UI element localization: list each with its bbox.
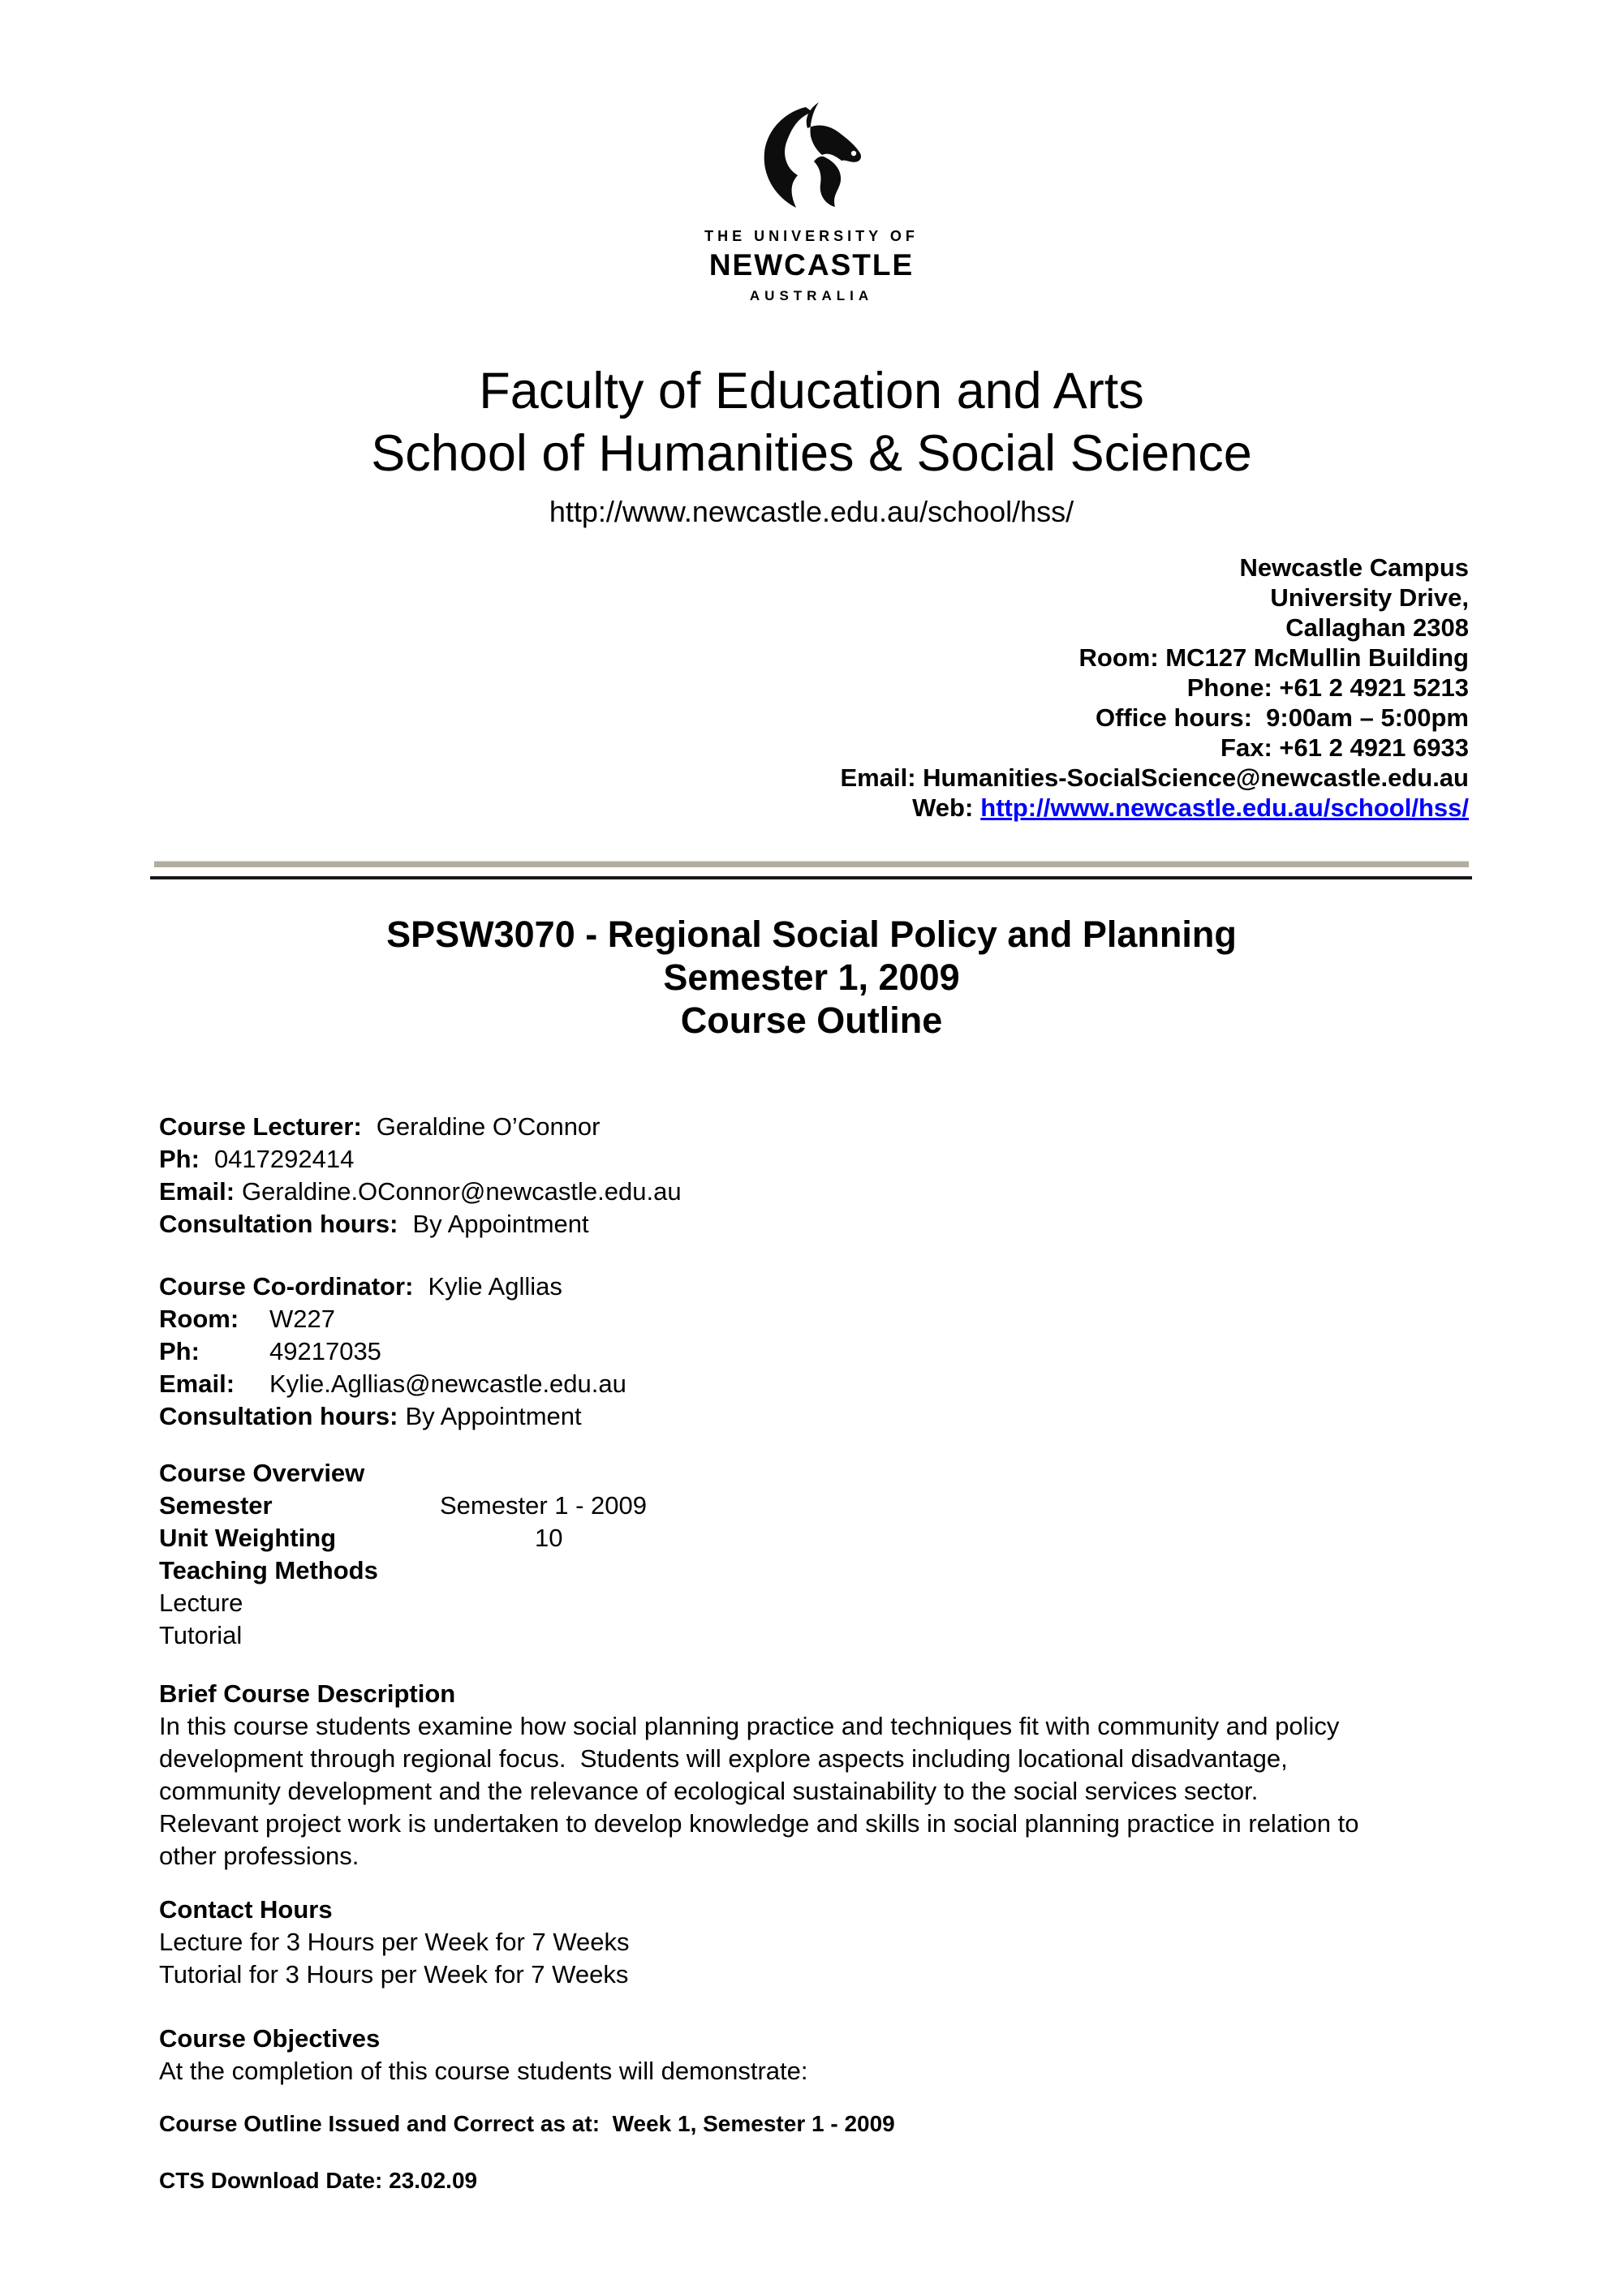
description-line: In this course students examine how social planning practice and techniques fit with community and policy: [159, 1712, 1340, 1740]
semester-label: Semester: [159, 1491, 273, 1520]
university-seahorse-crest-icon: [757, 102, 866, 211]
contact-line-phone: Phone: +61 2 4921 5213: [1186, 673, 1469, 702]
overview-heading: Course Overview: [159, 1459, 365, 1487]
lecturer-consult-hours: By Appointment: [412, 1210, 589, 1238]
coordinator-room: W227: [269, 1305, 335, 1333]
lecturer-phone: 0417292414: [213, 1145, 355, 1173]
contact-hours-tutorial: Tutorial for 3 Hours per Week for 7 Weeks: [159, 1960, 629, 1989]
teaching-method-lecture: Lecture: [159, 1589, 243, 1617]
logo-line-university-of: THE UNIVERSITY OF: [704, 228, 919, 244]
coordinator-name: Kylie Agllias: [428, 1272, 562, 1301]
contact-line-campus: Newcastle Campus: [1239, 553, 1469, 582]
course-outline-label: Course Outline: [680, 1000, 943, 1041]
logo-line-australia: AUSTRALIA: [749, 288, 874, 303]
description-line: community development and the relevance of ecological sustainability to the social services sector.: [159, 1777, 1259, 1805]
faculty-title: Faculty of Education and Arts: [479, 363, 1144, 419]
lecturer-label: Course Lecturer:: [159, 1112, 362, 1141]
cts-download-date: CTS Download Date: 23.02.09: [159, 2168, 478, 2193]
contact-line-suburb: Callaghan 2308: [1285, 613, 1469, 642]
coordinator-consult-row: [159, 1400, 626, 1433]
coordinator-label: Course Co-ordinator:: [159, 1272, 414, 1301]
university-logo: [0, 102, 1623, 304]
coordinator-email-row: [159, 1368, 626, 1400]
course-objectives-section: [159, 2023, 808, 2087]
contact-line-web: [840, 793, 1469, 823]
coordinator-row: [159, 1271, 626, 1303]
faculty-heading-block: [0, 360, 1623, 531]
description-heading: Brief Course Description: [159, 1679, 456, 1708]
teaching-method-tutorial: Tutorial: [159, 1621, 243, 1649]
contact-line-office-hours: Office hours: 9:00am – 5:00pm: [1096, 703, 1469, 732]
issued-correct-line: Course Outline Issued and Correct as at: Week 1, Semester 1 - 2009: [159, 2111, 895, 2136]
school-url: http://www.newcastle.edu.au/school/hss/: [549, 495, 1074, 528]
teaching-methods-label: Teaching Methods: [159, 1556, 378, 1584]
contact-hours-lecture: Lecture for 3 Hours per Week for 7 Weeks: [159, 1928, 630, 1956]
coordinator-phone-row: [159, 1335, 626, 1368]
coordinator-email-label: Email:: [159, 1369, 235, 1398]
contact-hours-section: [159, 1894, 630, 1991]
contact-line-email: Email: Humanities-SocialScience@newcastle.edu.au: [840, 763, 1469, 792]
campus-contact-block: [840, 553, 1469, 823]
coordinator-consult-label: Consultation hours:: [159, 1402, 398, 1430]
objectives-intro: At the completion of this course students will demonstrate:: [159, 2057, 808, 2085]
lecturer-consult-row: [159, 1208, 682, 1240]
lecturer-name: Geraldine O’Connor: [376, 1112, 601, 1141]
lecturer-email-label: Email:: [159, 1177, 235, 1206]
lecturer-consult-label: Consultation hours:: [159, 1210, 398, 1238]
school-website-link[interactable]: http://www.newcastle.edu.au/school/hss/: [980, 793, 1469, 822]
course-overview-section: [159, 1457, 647, 1652]
lecturer-phone-row: [159, 1143, 682, 1176]
description-line: development through regional focus. Students will explore aspects including locational disadvantage,: [159, 1744, 1288, 1773]
course-description-section: [159, 1678, 1490, 1872]
objectives-heading: Course Objectives: [159, 2024, 381, 2053]
coordinator-ph-label: Ph:: [159, 1337, 200, 1365]
contact-hours-heading: Contact Hours: [159, 1895, 333, 1924]
course-coordinator-section: [159, 1271, 626, 1433]
description-line: other professions.: [159, 1842, 359, 1870]
lecturer-ph-label: Ph:: [159, 1145, 200, 1173]
semester-value: Semester 1 - 2009: [440, 1491, 648, 1520]
course-semester: Semester 1, 2009: [663, 957, 960, 998]
course-title-block: [0, 913, 1623, 1042]
coordinator-phone: 49217035: [269, 1337, 381, 1365]
divider-rule-tan: [154, 861, 1469, 867]
contact-line-fax: Fax: +61 2 4921 6933: [1220, 733, 1469, 762]
contact-line-street: University Drive,: [1270, 583, 1469, 612]
unit-weighting-value: 10: [535, 1524, 563, 1552]
lecturer-email-row: [159, 1176, 682, 1208]
coordinator-room-row: [159, 1303, 626, 1335]
web-label: Web:: [912, 793, 974, 822]
course-code-title: SPSW3070 - Regional Social Policy and Planning: [386, 914, 1237, 955]
description-line: Relevant project work is undertaken to develop knowledge and skills in social planning practice in relation to: [159, 1809, 1359, 1838]
course-lecturer-section: [159, 1111, 682, 1240]
divider-rule-dark: [150, 876, 1472, 879]
overview-weighting-row: [159, 1522, 647, 1554]
coordinator-email: Kylie.Agllias@newcastle.edu.au: [269, 1369, 626, 1398]
school-title: School of Humanities & Social Science: [371, 425, 1252, 482]
contact-line-room: Room: MC127 McMullin Building: [1078, 643, 1469, 672]
lecturer-row: [159, 1111, 682, 1143]
unit-weighting-label: Unit Weighting: [159, 1524, 337, 1552]
lecturer-email: Geraldine.OConnor@newcastle.edu.au: [242, 1177, 682, 1206]
overview-semester-row: [159, 1490, 647, 1522]
logo-line-newcastle: NEWCASTLE: [708, 248, 915, 282]
coordinator-room-label: Room:: [159, 1305, 239, 1333]
coordinator-consult-hours: By Appointment: [405, 1402, 582, 1430]
